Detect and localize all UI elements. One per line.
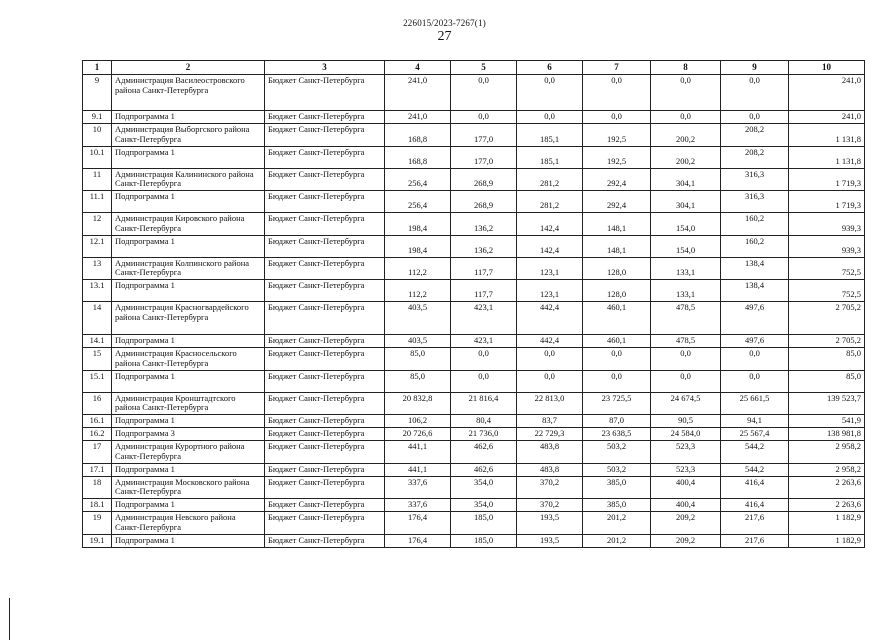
value-cell: 523,3 [651,441,721,464]
funding-source-cell: Бюджет Санкт-Петербурга [265,111,385,124]
value-cell: 462,6 [451,441,517,464]
value-cell: 0,0 [517,75,583,111]
value-cell: 1 719,3 [789,191,865,213]
value-cell: 0,0 [451,111,517,124]
value-cell: 200,2 [651,146,721,168]
value-cell: 160,2 [721,235,789,257]
row-number-cell: 10 [83,124,112,147]
column-header: 4 [385,61,451,75]
table-row [83,191,865,213]
table-row [83,348,865,371]
value-cell: 112,2 [385,280,451,302]
value-cell: 21 736,0 [451,428,517,441]
column-header: 1 [83,61,112,75]
value-cell: 0,0 [651,111,721,124]
value-cell: 316,3 [721,168,789,191]
value-cell: 128,0 [583,280,651,302]
funding-source-cell: Бюджет Санкт-Петербурга [265,146,385,168]
funding-source-cell: Бюджет Санкт-Петербурга [265,124,385,147]
value-cell: 123,1 [517,280,583,302]
column-header: 9 [721,61,789,75]
value-cell: 0,0 [583,111,651,124]
funding-source-cell: Бюджет Санкт-Петербурга [265,335,385,348]
value-cell: 0,0 [651,370,721,392]
value-cell: 2 263,6 [789,476,865,499]
value-cell: 80,4 [451,415,517,428]
column-header: 2 [112,61,265,75]
value-cell: 201,2 [583,512,651,535]
value-cell: 2 958,2 [789,441,865,464]
value-cell: 403,5 [385,302,451,335]
table-row [83,235,865,257]
row-name-cell: Подпрограмма 1 [112,463,265,476]
row-name-cell: Подпрограмма 1 [112,235,265,257]
value-cell: 503,2 [583,463,651,476]
value-cell: 416,4 [721,476,789,499]
table-row [83,124,865,147]
funding-source-cell: Бюджет Санкт-Петербурга [265,476,385,499]
value-cell: 304,1 [651,191,721,213]
value-cell: 442,4 [517,335,583,348]
row-name-cell: Администрация Выборгского района Санкт-Петербурга [112,124,265,147]
funding-source-cell: Бюджет Санкт-Петербурга [265,428,385,441]
value-cell: 83,7 [517,415,583,428]
value-cell: 0,0 [721,370,789,392]
value-cell: 0,0 [451,370,517,392]
value-cell: 385,0 [583,499,651,512]
row-number-cell: 16.1 [83,415,112,428]
value-cell: 123,1 [517,257,583,280]
funding-source-cell: Бюджет Санкт-Петербурга [265,415,385,428]
value-cell: 133,1 [651,257,721,280]
value-cell: 106,2 [385,415,451,428]
table-row [83,213,865,236]
value-cell: 483,8 [517,463,583,476]
value-cell: 85,0 [789,370,865,392]
row-name-cell: Администрация Кировского района Санкт-Петербурга [112,213,265,236]
value-cell: 138,4 [721,280,789,302]
value-cell: 0,0 [721,111,789,124]
value-cell: 268,9 [451,168,517,191]
row-name-cell: Подпрограмма 1 [112,335,265,348]
value-cell: 136,2 [451,213,517,236]
value-cell: 403,5 [385,335,451,348]
value-cell: 22 729,3 [517,428,583,441]
value-cell: 0,0 [517,348,583,371]
column-header: 10 [789,61,865,75]
row-name-cell: Подпрограмма 1 [112,534,265,547]
row-number-cell: 14.1 [83,335,112,348]
value-cell: 20 832,8 [385,392,451,415]
value-cell: 544,2 [721,441,789,464]
value-cell: 544,2 [721,463,789,476]
table-row [83,146,865,168]
value-cell: 497,6 [721,335,789,348]
value-cell: 160,2 [721,213,789,236]
value-cell: 200,2 [651,124,721,147]
value-cell: 177,0 [451,146,517,168]
row-name-cell: Администрация Калининского района Санкт-Петербурга [112,168,265,191]
value-cell: 292,4 [583,168,651,191]
row-name-cell: Подпрограмма 1 [112,146,265,168]
row-name-cell: Подпрограмма 1 [112,415,265,428]
value-cell: 268,9 [451,191,517,213]
document-id: 226015/2023-7267(1) [403,18,486,28]
value-cell: 185,1 [517,146,583,168]
value-cell: 133,1 [651,280,721,302]
value-cell: 483,8 [517,441,583,464]
row-name-cell: Подпрограмма 1 [112,499,265,512]
row-name-cell: Подпрограмма 1 [112,280,265,302]
value-cell: 478,5 [651,302,721,335]
value-cell: 94,1 [721,415,789,428]
value-cell: 460,1 [583,302,651,335]
row-number-cell: 19 [83,512,112,535]
value-cell: 208,2 [721,124,789,147]
value-cell: 354,0 [451,476,517,499]
row-number-cell: 13 [83,257,112,280]
value-cell: 201,2 [583,534,651,547]
row-number-cell: 9.1 [83,111,112,124]
row-name-cell: Администрация Курортного района Санкт-Петербурга [112,441,265,464]
value-cell: 185,0 [451,512,517,535]
value-cell: 117,7 [451,280,517,302]
row-number-cell: 11.1 [83,191,112,213]
funding-source-cell: Бюджет Санкт-Петербурга [265,75,385,111]
value-cell: 25 567,4 [721,428,789,441]
row-name-cell: Подпрограмма 1 [112,111,265,124]
value-cell: 281,2 [517,168,583,191]
table-row [83,392,865,415]
value-cell: 2 705,2 [789,335,865,348]
table-row [83,75,865,111]
value-cell: 370,2 [517,476,583,499]
value-cell: 90,5 [651,415,721,428]
table-row [83,534,865,547]
value-cell: 2 958,2 [789,463,865,476]
row-name-cell: Администрация Василеостровского района Санкт-Петербурга [112,75,265,111]
value-cell: 24 584,0 [651,428,721,441]
row-number-cell: 10.1 [83,146,112,168]
table-row [83,335,865,348]
value-cell: 24 674,5 [651,392,721,415]
table-body [83,75,865,548]
margin-mark [9,598,10,640]
row-name-cell: Администрация Красногвардейского района Санкт-Петербурга [112,302,265,335]
value-cell: 217,6 [721,512,789,535]
value-cell: 370,2 [517,499,583,512]
value-cell: 497,6 [721,302,789,335]
row-name-cell: Подпрограмма 1 [112,191,265,213]
column-header: 3 [265,61,385,75]
funding-source-cell: Бюджет Санкт-Петербурга [265,463,385,476]
table-header-row [83,61,865,75]
value-cell: 462,6 [451,463,517,476]
value-cell: 0,0 [651,348,721,371]
value-cell: 752,5 [789,257,865,280]
row-number-cell: 16 [83,392,112,415]
value-cell: 128,0 [583,257,651,280]
value-cell: 0,0 [651,75,721,111]
value-cell: 154,0 [651,213,721,236]
row-number-cell: 15.1 [83,370,112,392]
value-cell: 337,6 [385,476,451,499]
row-number-cell: 12.1 [83,235,112,257]
value-cell: 25 661,5 [721,392,789,415]
row-number-cell: 13.1 [83,280,112,302]
value-cell: 1 182,9 [789,512,865,535]
value-cell: 117,7 [451,257,517,280]
value-cell: 241,0 [789,75,865,111]
column-header: 6 [517,61,583,75]
funding-source-cell: Бюджет Санкт-Петербурга [265,534,385,547]
value-cell: 541,9 [789,415,865,428]
value-cell: 241,0 [385,75,451,111]
value-cell: 85,0 [789,348,865,371]
value-cell: 441,1 [385,441,451,464]
value-cell: 20 726,6 [385,428,451,441]
value-cell: 939,3 [789,213,865,236]
funding-source-cell: Бюджет Санкт-Петербурга [265,512,385,535]
value-cell: 0,0 [583,370,651,392]
value-cell: 185,0 [451,534,517,547]
row-number-cell: 11 [83,168,112,191]
funding-source-cell: Бюджет Санкт-Петербурга [265,280,385,302]
value-cell: 23 638,5 [583,428,651,441]
table-row [83,463,865,476]
value-cell: 460,1 [583,335,651,348]
table-row [83,370,865,392]
value-cell: 139 523,7 [789,392,865,415]
value-cell: 168,8 [385,146,451,168]
value-cell: 0,0 [583,75,651,111]
row-name-cell: Подпрограмма 1 [112,370,265,392]
table-row [83,111,865,124]
value-cell: 0,0 [517,370,583,392]
value-cell: 385,0 [583,476,651,499]
value-cell: 441,1 [385,463,451,476]
funding-source-cell: Бюджет Санкт-Петербурга [265,499,385,512]
row-number-cell: 18 [83,476,112,499]
funding-source-cell: Бюджет Санкт-Петербурга [265,392,385,415]
row-name-cell: Подпрограмма 3 [112,428,265,441]
value-cell: 193,5 [517,512,583,535]
value-cell: 85,0 [385,348,451,371]
table-row [83,428,865,441]
value-cell: 138,4 [721,257,789,280]
value-cell: 292,4 [583,191,651,213]
funding-source-cell: Бюджет Санкт-Петербурга [265,235,385,257]
value-cell: 217,6 [721,534,789,547]
row-number-cell: 9 [83,75,112,111]
row-number-cell: 19.1 [83,534,112,547]
value-cell: 23 725,5 [583,392,651,415]
table-row [83,499,865,512]
value-cell: 256,4 [385,191,451,213]
table-row [83,168,865,191]
funding-source-cell: Бюджет Санкт-Петербурга [265,441,385,464]
column-header: 7 [583,61,651,75]
value-cell: 752,5 [789,280,865,302]
funding-source-cell: Бюджет Санкт-Петербурга [265,370,385,392]
table-row [83,302,865,335]
funding-source-cell: Бюджет Санкт-Петербурга [265,257,385,280]
row-number-cell: 17.1 [83,463,112,476]
value-cell: 423,1 [451,335,517,348]
value-cell: 154,0 [651,235,721,257]
value-cell: 193,5 [517,534,583,547]
row-name-cell: Администрация Колпинского района Санкт-Петербурга [112,257,265,280]
funding-source-cell: Бюджет Санкт-Петербурга [265,213,385,236]
row-name-cell: Администрация Невского района Санкт-Петербурга [112,512,265,535]
value-cell: 1 719,3 [789,168,865,191]
value-cell: 136,2 [451,235,517,257]
funding-source-cell: Бюджет Санкт-Петербурга [265,168,385,191]
value-cell: 209,2 [651,512,721,535]
value-cell: 503,2 [583,441,651,464]
value-cell: 256,4 [385,168,451,191]
value-cell: 400,4 [651,476,721,499]
value-cell: 138 981,8 [789,428,865,441]
value-cell: 337,6 [385,499,451,512]
value-cell: 177,0 [451,124,517,147]
table-row [83,476,865,499]
value-cell: 21 816,4 [451,392,517,415]
value-cell: 87,0 [583,415,651,428]
value-cell: 281,2 [517,191,583,213]
value-cell: 85,0 [385,370,451,392]
value-cell: 168,8 [385,124,451,147]
table-row [83,257,865,280]
value-cell: 22 813,0 [517,392,583,415]
value-cell: 0,0 [451,348,517,371]
value-cell: 209,2 [651,534,721,547]
table-row [83,512,865,535]
value-cell: 185,1 [517,124,583,147]
value-cell: 148,1 [583,213,651,236]
row-number-cell: 16.2 [83,428,112,441]
row-name-cell: Администрация Кронштадтского района Санкт-Петербурга [112,392,265,415]
table-row [83,280,865,302]
row-name-cell: Администрация Московского района Санкт-Петербурга [112,476,265,499]
value-cell: 176,4 [385,512,451,535]
value-cell: 208,2 [721,146,789,168]
value-cell: 316,3 [721,191,789,213]
value-cell: 192,5 [583,124,651,147]
value-cell: 148,1 [583,235,651,257]
value-cell: 354,0 [451,499,517,512]
row-number-cell: 14 [83,302,112,335]
row-number-cell: 15 [83,348,112,371]
value-cell: 523,3 [651,463,721,476]
value-cell: 478,5 [651,335,721,348]
table-row [83,415,865,428]
value-cell: 416,4 [721,499,789,512]
funding-source-cell: Бюджет Санкт-Петербурга [265,348,385,371]
value-cell: 0,0 [517,111,583,124]
row-number-cell: 18.1 [83,499,112,512]
value-cell: 400,4 [651,499,721,512]
value-cell: 241,0 [789,111,865,124]
value-cell: 0,0 [451,75,517,111]
funding-source-cell: Бюджет Санкт-Петербурга [265,191,385,213]
value-cell: 0,0 [721,348,789,371]
page-number: 27 [437,29,452,44]
value-cell: 2 705,2 [789,302,865,335]
value-cell: 112,2 [385,257,451,280]
row-number-cell: 12 [83,213,112,236]
value-cell: 1 131,8 [789,124,865,147]
value-cell: 198,4 [385,213,451,236]
funding-source-cell: Бюджет Санкт-Петербурга [265,302,385,335]
value-cell: 198,4 [385,235,451,257]
value-cell: 1 182,9 [789,534,865,547]
value-cell: 2 263,6 [789,499,865,512]
value-cell: 241,0 [385,111,451,124]
value-cell: 939,3 [789,235,865,257]
budget-table [82,60,865,548]
value-cell: 423,1 [451,302,517,335]
value-cell: 142,4 [517,213,583,236]
value-cell: 1 131,8 [789,146,865,168]
column-header: 8 [651,61,721,75]
value-cell: 192,5 [583,146,651,168]
row-name-cell: Администрация Красносельского района Санкт-Петербурга [112,348,265,371]
row-number-cell: 17 [83,441,112,464]
value-cell: 0,0 [721,75,789,111]
value-cell: 176,4 [385,534,451,547]
value-cell: 0,0 [583,348,651,371]
value-cell: 142,4 [517,235,583,257]
table-row [83,441,865,464]
value-cell: 442,4 [517,302,583,335]
value-cell: 304,1 [651,168,721,191]
column-header: 5 [451,61,517,75]
